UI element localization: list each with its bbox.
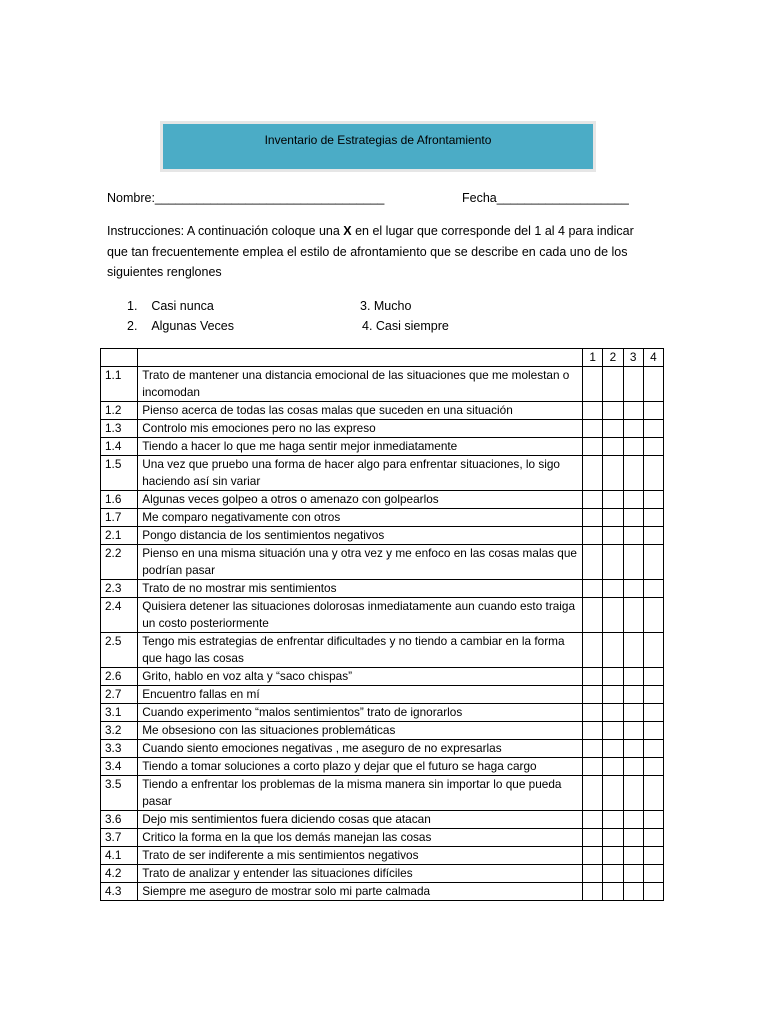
item-number: 3.4 (101, 758, 138, 776)
answer-cell-2[interactable] (603, 776, 623, 811)
answer-cell-4[interactable] (643, 402, 663, 420)
table-row (101, 491, 664, 509)
answer-cell-4[interactable] (643, 491, 663, 509)
item-statement: Tiendo a enfrentar los problemas de la misma manera sin importar lo que pueda pasar (138, 776, 583, 811)
answer-cell-3[interactable] (623, 545, 643, 580)
table-row (101, 402, 664, 420)
item-number: 3.5 (101, 776, 138, 811)
answer-cell-4[interactable] (643, 509, 663, 527)
table-row (101, 740, 664, 758)
table-header-row (101, 349, 664, 367)
answer-cell-4[interactable] (643, 438, 663, 456)
item-statement: Me obsesiono con las situaciones problemáticas (138, 722, 583, 740)
item-statement: Critico la forma en la que los demás manejan las cosas (138, 829, 583, 847)
answer-cell-3[interactable] (623, 509, 643, 527)
answer-cell-2[interactable] (603, 545, 623, 580)
item-number: 4.1 (101, 847, 138, 865)
item-statement: Tiendo a hacer lo que me haga sentir mejor inmediatamente (138, 438, 583, 456)
fecha-field[interactable]: Fecha___________________ (462, 191, 629, 205)
item-statement: Cuando siento emociones negativas , me aseguro de no expresarlas (138, 740, 583, 758)
header-text-cell (138, 349, 583, 367)
answer-cell-3[interactable] (623, 420, 643, 438)
answer-cell-1[interactable] (583, 829, 603, 847)
answer-cell-2[interactable] (603, 811, 623, 829)
answer-cell-1[interactable] (583, 420, 603, 438)
answer-cell-3[interactable] (623, 722, 643, 740)
item-statement: Tiendo a tomar soluciones a corto plazo y dejar que el futuro se haga cargo (138, 758, 583, 776)
item-statement: Trato de mantener una distancia emocional de las situaciones que me molestan o incomodan (138, 367, 583, 402)
answer-cell-3[interactable] (623, 829, 643, 847)
answer-cell-2[interactable] (603, 847, 623, 865)
answer-cell-2[interactable] (603, 686, 623, 704)
answer-cell-3[interactable] (623, 456, 643, 491)
table-row (101, 438, 664, 456)
nombre-field[interactable]: Nombre:_________________________________ (107, 191, 385, 205)
answer-cell-2[interactable] (603, 865, 623, 883)
item-number: 1.1 (101, 367, 138, 402)
item-number: 1.5 (101, 456, 138, 491)
document-title: Inventario de Estrategias de Afrontamiento (264, 133, 492, 147)
answer-cell-4[interactable] (643, 883, 663, 901)
column-header-2: 2 (603, 349, 623, 367)
answer-cell-2[interactable] (603, 456, 623, 491)
answer-cell-3[interactable] (623, 883, 643, 901)
answer-cell-4[interactable] (643, 686, 663, 704)
answer-cell-4[interactable] (643, 811, 663, 829)
item-number: 2.1 (101, 527, 138, 545)
table-row (101, 545, 664, 580)
answer-cell-1[interactable] (583, 402, 603, 420)
table-row (101, 527, 664, 545)
answer-cell-2[interactable] (603, 438, 623, 456)
item-statement: Me comparo negativamente con otros (138, 509, 583, 527)
item-statement: Cuando experimento “malos sentimientos” trato de ignorarlos (138, 704, 583, 722)
item-statement: Tengo mis estrategias de enfrentar dificultades y no tiendo a cambiar en la forma que hago las cosas (138, 633, 583, 668)
answer-cell-1[interactable] (583, 883, 603, 901)
item-number: 1.3 (101, 420, 138, 438)
table-row (101, 883, 664, 901)
answer-cell-2[interactable] (603, 402, 623, 420)
item-number: 3.6 (101, 811, 138, 829)
answer-cell-2[interactable] (603, 704, 623, 722)
answer-cell-3[interactable] (623, 686, 643, 704)
table-row (101, 829, 664, 847)
answer-cell-4[interactable] (643, 633, 663, 668)
answer-cell-3[interactable] (623, 865, 643, 883)
answer-cell-4[interactable] (643, 829, 663, 847)
answer-cell-1[interactable] (583, 811, 603, 829)
answer-cell-3[interactable] (623, 776, 643, 811)
header-num-cell (101, 349, 138, 367)
answer-cell-1[interactable] (583, 776, 603, 811)
answer-cell-1[interactable] (583, 545, 603, 580)
answer-cell-2[interactable] (603, 367, 623, 402)
column-header-4: 4 (643, 349, 663, 367)
item-statement: Siempre me aseguro de mostrar solo mi parte calmada (138, 883, 583, 901)
answer-cell-1[interactable] (583, 527, 603, 545)
item-statement: Algunas veces golpeo a otros o amenazo con golpearlos (138, 491, 583, 509)
scale-item-1: 1. Casi nunca (127, 299, 214, 313)
answer-cell-4[interactable] (643, 420, 663, 438)
table-row (101, 722, 664, 740)
answer-cell-4[interactable] (643, 527, 663, 545)
column-header-3: 3 (623, 349, 643, 367)
answer-cell-2[interactable] (603, 829, 623, 847)
item-number: 4.3 (101, 883, 138, 901)
table-row (101, 776, 664, 811)
answer-cell-3[interactable] (623, 491, 643, 509)
instructions (107, 221, 652, 283)
answer-cell-2[interactable] (603, 527, 623, 545)
item-number: 2.6 (101, 668, 138, 686)
answer-cell-2[interactable] (603, 633, 623, 668)
table-row (101, 847, 664, 865)
answer-cell-4[interactable] (643, 740, 663, 758)
answer-cell-4[interactable] (643, 847, 663, 865)
item-statement: Trato de ser indiferente a mis sentimientos negativos (138, 847, 583, 865)
answer-cell-1[interactable] (583, 722, 603, 740)
answer-cell-1[interactable] (583, 847, 603, 865)
answer-cell-3[interactable] (623, 633, 643, 668)
answer-cell-4[interactable] (643, 580, 663, 598)
table-row (101, 367, 664, 402)
instructions-mark: X (343, 224, 352, 238)
answer-cell-2[interactable] (603, 668, 623, 686)
answer-cell-3[interactable] (623, 402, 643, 420)
answer-cell-3[interactable] (623, 527, 643, 545)
answer-cell-1[interactable] (583, 456, 603, 491)
instructions-text-end: en el lugar que corresponde del 1 al 4 para indicar que tan frecuentemente emplea el estilo de afrontamiento que se describe en cada uno de los siguientes renglones (107, 224, 634, 279)
answer-cell-2[interactable] (603, 740, 623, 758)
answer-cell-4[interactable] (643, 367, 663, 402)
answer-cell-3[interactable] (623, 668, 643, 686)
answer-cell-4[interactable] (643, 598, 663, 633)
answer-cell-4[interactable] (643, 758, 663, 776)
item-number: 3.3 (101, 740, 138, 758)
table-row (101, 598, 664, 633)
item-number: 2.4 (101, 598, 138, 633)
answer-cell-1[interactable] (583, 633, 603, 668)
item-statement: Una vez que pruebo una forma de hacer algo para enfrentar situaciones, lo sigo haciendo así sin variar (138, 456, 583, 491)
answer-cell-1[interactable] (583, 686, 603, 704)
answer-cell-3[interactable] (623, 598, 643, 633)
item-statement: Encuentro fallas en mí (138, 686, 583, 704)
answer-cell-3[interactable] (623, 580, 643, 598)
answer-cell-3[interactable] (623, 740, 643, 758)
answer-cell-1[interactable] (583, 367, 603, 402)
table-row (101, 420, 664, 438)
answer-cell-4[interactable] (643, 668, 663, 686)
answer-cell-4[interactable] (643, 704, 663, 722)
table-row (101, 668, 664, 686)
answer-cell-2[interactable] (603, 883, 623, 901)
item-number: 3.2 (101, 722, 138, 740)
item-number: 2.7 (101, 686, 138, 704)
item-number: 1.2 (101, 402, 138, 420)
instructions-text-start: Instrucciones: A continuación coloque una (107, 224, 344, 238)
item-number: 2.5 (101, 633, 138, 668)
answer-cell-2[interactable] (603, 420, 623, 438)
answer-cell-1[interactable] (583, 491, 603, 509)
table-row (101, 811, 664, 829)
answer-cell-3[interactable] (623, 438, 643, 456)
answer-cell-3[interactable] (623, 847, 643, 865)
answer-cell-1[interactable] (583, 580, 603, 598)
item-number: 2.2 (101, 545, 138, 580)
item-statement: Grito, hablo en voz alta y “saco chispas” (138, 668, 583, 686)
answer-cell-1[interactable] (583, 438, 603, 456)
item-statement: Pienso en una misma situación una y otra vez y me enfoco en las cosas malas que podrían pasar (138, 545, 583, 580)
table-row (101, 633, 664, 668)
answer-cell-2[interactable] (603, 580, 623, 598)
answer-cell-1[interactable] (583, 865, 603, 883)
answer-cell-3[interactable] (623, 704, 643, 722)
answer-cell-1[interactable] (583, 758, 603, 776)
answer-cell-1[interactable] (583, 668, 603, 686)
table-row (101, 686, 664, 704)
answer-cell-2[interactable] (603, 598, 623, 633)
answer-cell-2[interactable] (603, 758, 623, 776)
table-row (101, 580, 664, 598)
answer-cell-1[interactable] (583, 598, 603, 633)
answer-cell-3[interactable] (623, 367, 643, 402)
answer-cell-4[interactable] (643, 722, 663, 740)
inventory-table (100, 348, 664, 901)
answer-cell-4[interactable] (643, 865, 663, 883)
table-row (101, 456, 664, 491)
scale-item-4: 4. Casi siempre (362, 319, 449, 333)
answer-cell-4[interactable] (643, 776, 663, 811)
column-header-1: 1 (583, 349, 603, 367)
item-statement: Controlo mis emociones pero no las expreso (138, 420, 583, 438)
scale-item-3: 3. Mucho (360, 299, 412, 313)
item-number: 3.1 (101, 704, 138, 722)
table-row (101, 758, 664, 776)
answer-cell-3[interactable] (623, 811, 643, 829)
table-row (101, 865, 664, 883)
item-number: 3.7 (101, 829, 138, 847)
item-statement: Pienso acerca de todas las cosas malas que suceden en una situación (138, 402, 583, 420)
item-number: 1.7 (101, 509, 138, 527)
answer-cell-3[interactable] (623, 758, 643, 776)
item-statement: Quisiera detener las situaciones dolorosas inmediatamente aun cuando esto traiga un costo posteriormente (138, 598, 583, 633)
table-row (101, 704, 664, 722)
answer-cell-1[interactable] (583, 509, 603, 527)
scale-item-2: 2. Algunas Veces (127, 319, 235, 333)
item-statement: Dejo mis sentimientos fuera diciendo cosas que atacan (138, 811, 583, 829)
answer-cell-2[interactable] (603, 491, 623, 509)
item-statement: Pongo distancia de los sentimientos negativos (138, 527, 583, 545)
answer-cell-1[interactable] (583, 740, 603, 758)
item-number: 1.4 (101, 438, 138, 456)
answer-cell-2[interactable] (603, 509, 623, 527)
answer-cell-1[interactable] (583, 704, 603, 722)
item-statement: Trato de analizar y entender las situaciones difíciles (138, 865, 583, 883)
title-banner (160, 121, 596, 172)
table-row (101, 509, 664, 527)
item-number: 4.2 (101, 865, 138, 883)
answer-cell-4[interactable] (643, 545, 663, 580)
item-number: 2.3 (101, 580, 138, 598)
item-number: 1.6 (101, 491, 138, 509)
answer-cell-2[interactable] (603, 722, 623, 740)
answer-cell-4[interactable] (643, 456, 663, 491)
item-statement: Trato de no mostrar mis sentimientos (138, 580, 583, 598)
